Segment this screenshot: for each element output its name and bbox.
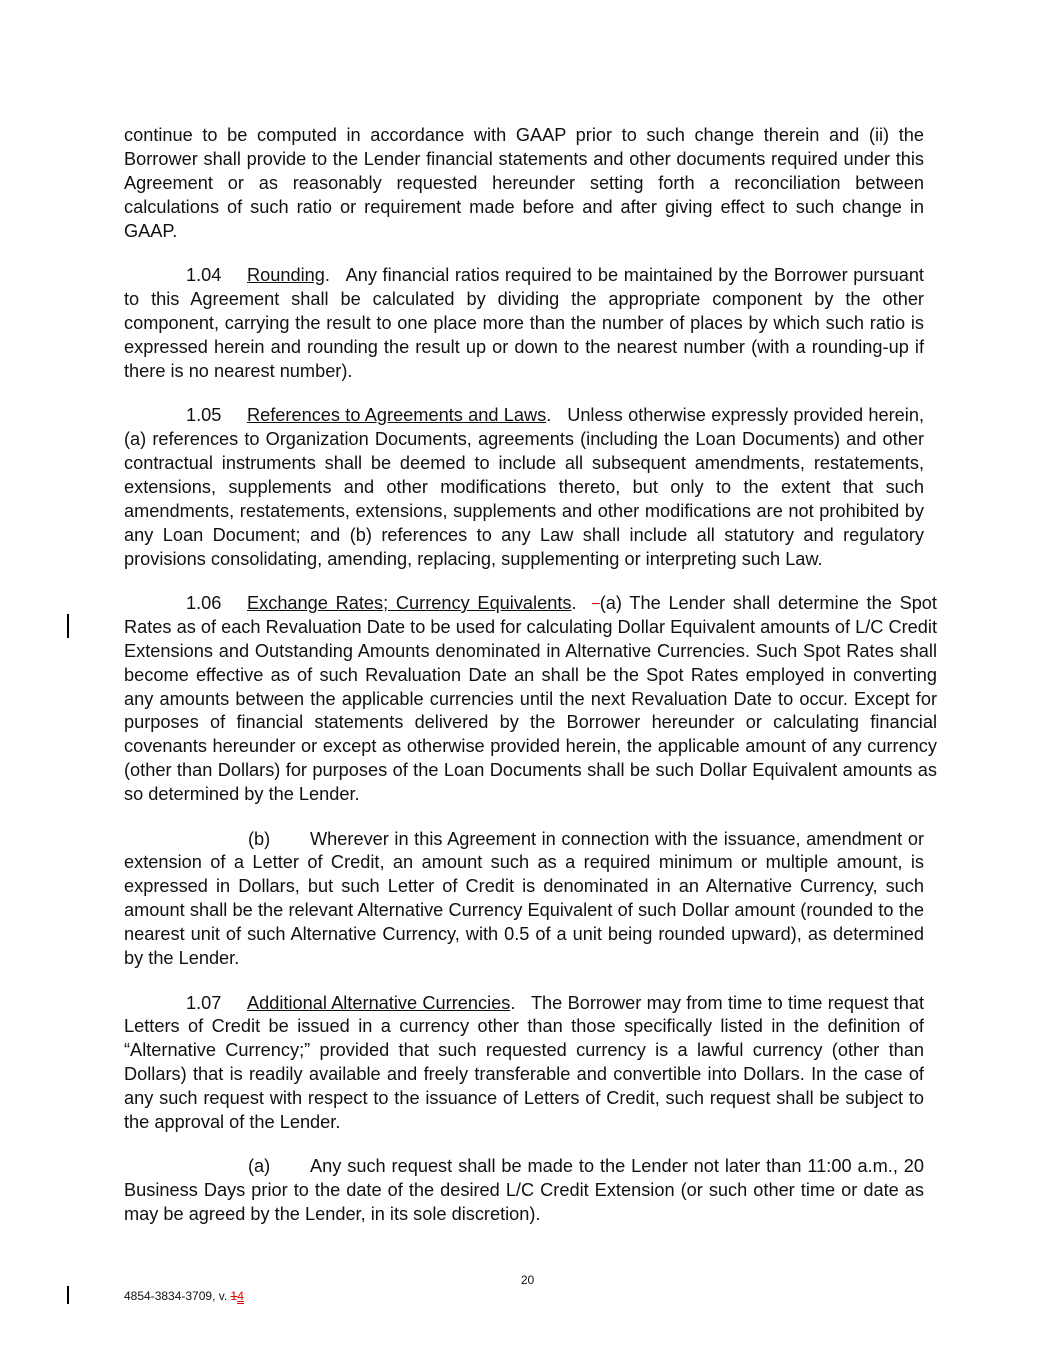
intro-paragraph [124, 124, 924, 244]
subsection-label: (b) [248, 828, 271, 849]
page-number: 20 [520, 1273, 535, 1287]
section-1-05: 1.05 References to Agreements and Laws. Unless otherwise expressly provided herein, (a) references to Organization Documents, agreements (including the Loan Documents) and other contractual instruments shall be deemed to include all subsequent amendments, restatements, extensions, supplements and other modifications thereto, but only to the extent that such amendments, restatements, extensions, supplements and other modifications are not prohibited by any Loan Document; and (b) references to any Law shall include all statutory and regulatory provisions consolidating, amending, replacing, supplementing or interpreting such Law. [124, 405, 925, 569]
change-bar-footer [67, 1286, 69, 1304]
subsection-text: Wherever in this Agreement in connection with the issuance, amendment or extension of a Letter of Credit, an amount such as a required minimum or multiple amount, is expressed in Dollars, but such Letter of Credit is denominated in an Alternative Currency, such amount shall be the relevant Alternative Currency Equivalent of such Dollar amount (rounded to the nearest unit of such Alternative Currency, with 0.5 of a unit being rounded upward), as determined by the Lender. [124, 828, 924, 969]
doc-id-prefix: 4854-3834-3709, v. [124, 1289, 231, 1303]
section-heading: References to Agreements and Laws [247, 405, 547, 426]
deleted-space-mark [592, 593, 600, 613]
document-id [124, 1289, 244, 1303]
section-text: The Borrower may from time to time request that Letters of Credit be issued in a currency other than those specifically listed in the definition of “Alternative Currency;” provided that such requested currency is a lawful currency (other than Dollars) that is readily available and freely transferable and convertible into Dollars. In the case of any such request with respect to the issuance of Letters of Credit, such request shall be subject to the approval of the Lender. [124, 992, 924, 1133]
section-1-04: 1.04 Rounding. Any financial ratios required to be maintained by the Borrower pursuant to this Agreement shall be calculated by dividing the appropriate component by the other component, carrying the result to one place more than the number of places by which such ratio is expressed herein and rounding the result up or down to the nearest number (with a rounding-up if there is no nearest number). [124, 265, 924, 381]
section-heading: Rounding [247, 265, 325, 286]
section-text-a: (a) The Lender shall determine the Spot Rates as of each Revaluation Date to be used for calculating Dollar Equivalent amounts of L/C Credit Extensions and Outstanding Amounts denominated in Alternative Currencies. Such Spot Rates shall become effective as of such Revaluation Date an shall be the Spot Rates employed in converting any amounts between the applicable currencies until the next Revaluation Date to occur. Except for purposes of financial statements delivered by the Borrower hereunder or calculating financial covenants hereunder or except as otherwise provided herein, the applicable amount of any currency (other than Dollars) for purposes of the Loan Documents shall be such Dollar Equivalent amounts as so determined by the Lender. [124, 592, 937, 805]
document-page [124, 124, 937, 1248]
section-1-06: 1.06 Exchange Rates; Currency Equivalents. (a) The Lender shall determine the Spot Rates as of each Revaluation Date to be used for calculating Dollar Equivalent amounts of L/C Credit Extensions and Outstanding Amounts denominated in Alternative Currencies. Such Spot Rates shall become effective as of such Revaluation Date an shall be the Spot Rates employed in converting any amounts between the applicable currencies until the next Revaluation Date to occur. Except for purposes of financial statements delivered by the Borrower hereunder or calculating financial covenants hereunder or except as otherwise provided herein, the applicable amount of any currency (other than Dollars) for purposes of the Loan Documents shall be such Dollar Equivalent amounts as so determined by the Lender. [124, 592, 937, 805]
section-number: 1.07 [186, 992, 222, 1013]
section-text: Unless otherwise expressly provided herein, (a) references to Organization Documents, agreements (including the Loan Documents) and other contractual instruments shall be deemed to include all subsequent amendments, restatements, extensions, supplements and other modifications thereto, but only to the extent that such amendments, restatements, extensions, supplements and other modifications are not prohibited by any Loan Document; and (b) references to any Law shall include all statutory and regulatory provisions consolidating, amending, replacing, supplementing or interpreting such Law. [124, 405, 925, 569]
change-bar-section-1-06 [67, 614, 69, 638]
intro-text: continue to be computed in accordance with GAAP prior to such change therein and (ii) the Borrower shall provide to the Lender financial statements and other documents required under this Agreement or as reasonably requested hereunder setting forth a reconciliation between calculations of such ratio or requirement made before and after giving effect to such change in GAAP. [124, 125, 924, 241]
version-inserted: 4 [237, 1289, 244, 1303]
section-1-06-b [124, 828, 924, 971]
section-number: 1.06 [186, 592, 222, 613]
subsection-label: (a) [248, 1156, 271, 1177]
section-1-07-a [124, 1155, 924, 1227]
section-1-07: 1.07 Additional Alternative Currencies. The Borrower may from time to time request that Letters of Credit be issued in a currency other than those specifically listed in the definition of “Alternative Currency;” provided that such requested currency is a lawful currency (other than Dollars) that is readily available and freely transferable and convertible into Dollars. In the case of any such request with respect to the issuance of Letters of Credit, such request shall be subject to the approval of the Lender. [124, 992, 924, 1133]
section-heading: Additional Alternative Currencies [247, 992, 511, 1013]
subsection-text: Any such request shall be made to the Lender not later than 11:00 a.m., 20 Business Days prior to the date of the desired L/C Credit Extension (or such other time or date as may be agreed by the Lender, in its sole discretion). [124, 1156, 924, 1225]
section-heading: Exchange Rates; Currency Equivalents [247, 592, 572, 613]
section-number: 1.04 [186, 265, 222, 286]
section-number: 1.05 [186, 405, 222, 426]
version-deleted: 1 [230, 1289, 238, 1303]
section-text: Any financial ratios required to be maintained by the Borrower pursuant to this Agreement shall be calculated by dividing the appropriate component by the other component, carrying the result to one place more than the number of places by which such ratio is expressed herein and rounding the result up or down to the nearest number (with a rounding-up if there is no nearest number). [124, 265, 924, 381]
